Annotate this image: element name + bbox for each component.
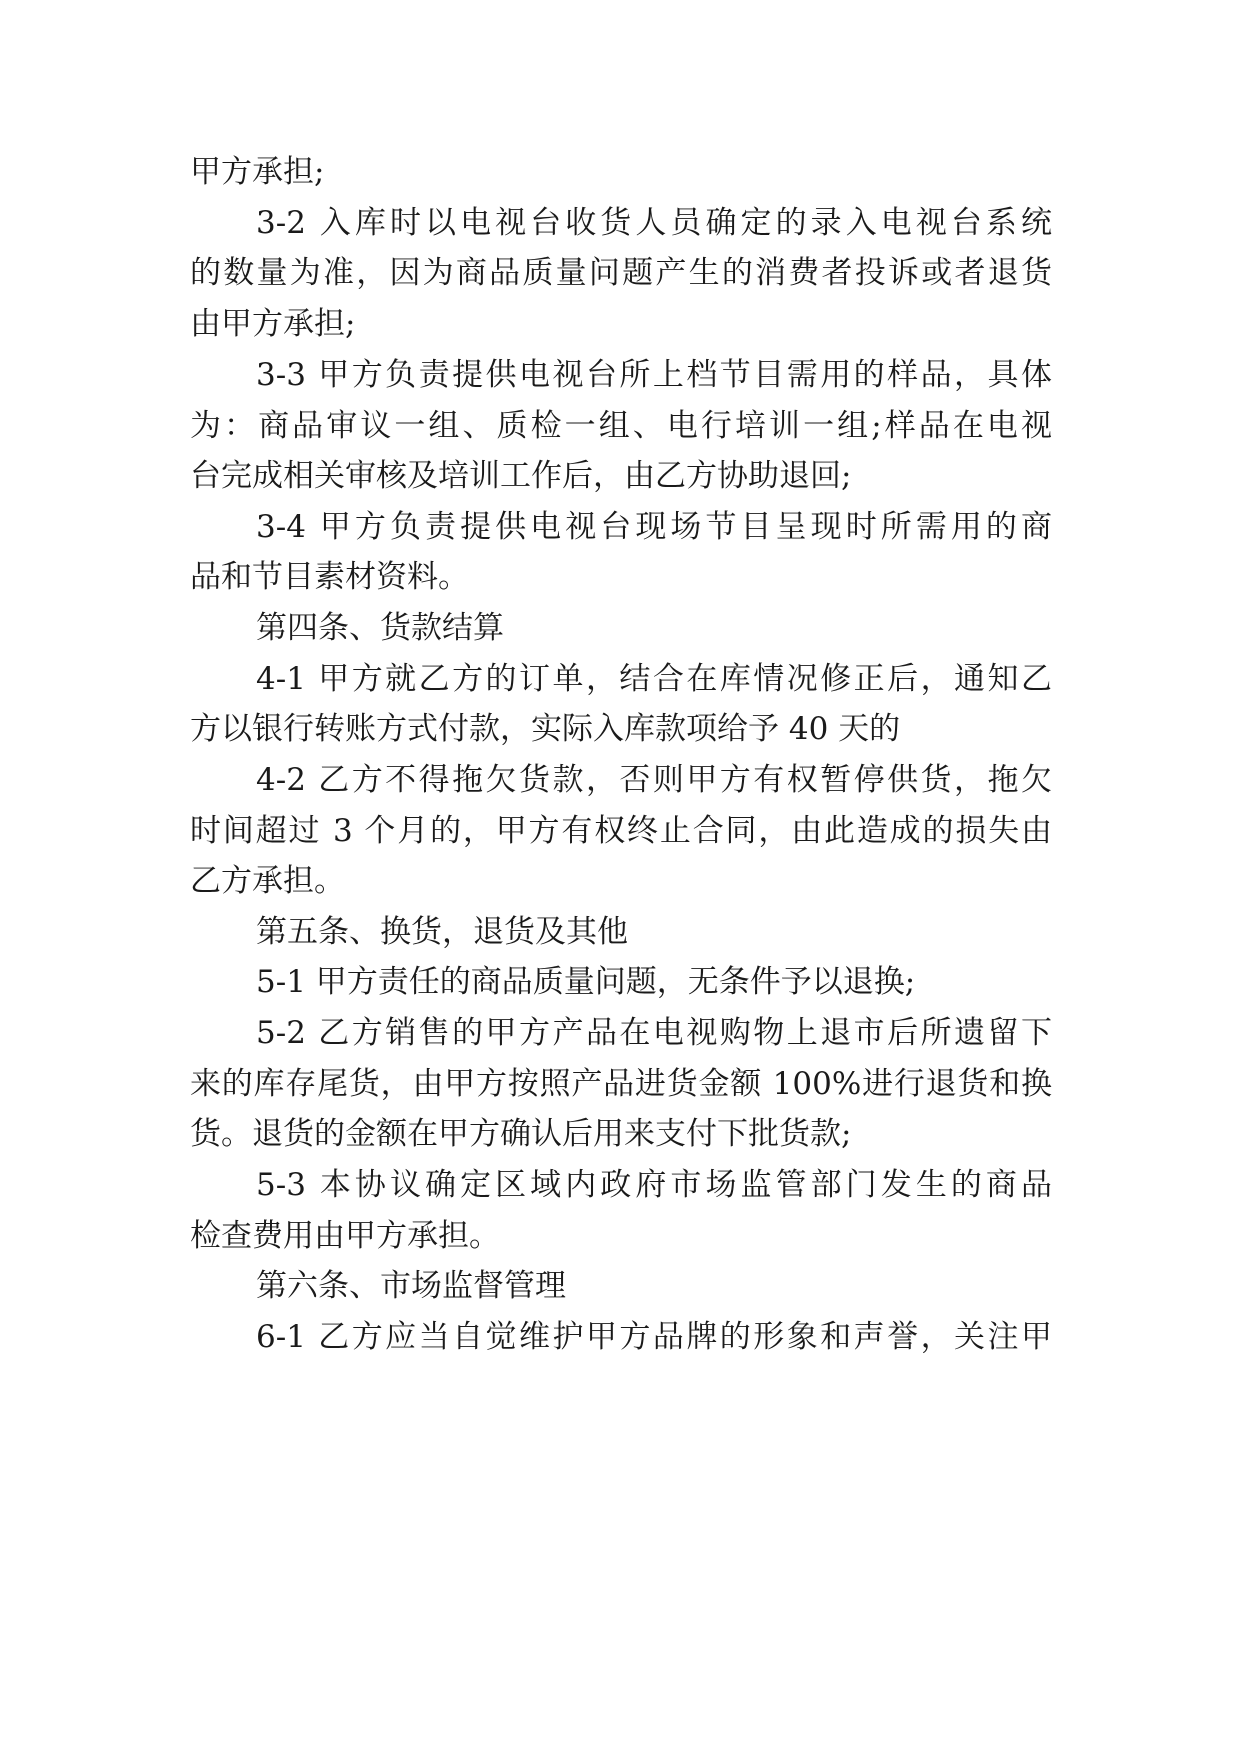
clause-4-1-line: 4-1 甲方就乙方的订单，结合在库情况修正后，通知乙 bbox=[256, 661, 1052, 697]
paragraph-line: 来的库存尾货，由甲方按照产品进货金额 100%进行退货和换 bbox=[190, 1066, 1052, 1102]
clause-4-2-line: 4-2 乙方不得拖欠货款，否则甲方有权暂停供货，拖欠 bbox=[256, 762, 1052, 798]
paragraph-line: 品和节目素材资料。 bbox=[190, 559, 469, 595]
paragraph-line: 方以银行转账方式付款，实际入库款项给予 40 天的 bbox=[190, 711, 901, 747]
section-heading-4: 第四条、货款结算 bbox=[256, 610, 504, 646]
paragraph-line: 为：商品审议一组、质检一组、电行培训一组;样品在电视 bbox=[190, 408, 1052, 444]
clause-5-2-line: 5-2 乙方销售的甲方产品在电视购物上退市后所遗留下 bbox=[256, 1015, 1052, 1051]
paragraph-line: 货。退货的金额在甲方确认后用来支付下批货款; bbox=[190, 1116, 852, 1152]
clause-3-4-line: 3-4 甲方负责提供电视台现场节目呈现时所需用的商 bbox=[256, 509, 1052, 545]
paragraph-line: 台完成相关审核及培训工作后，由乙方协助退回; bbox=[190, 458, 852, 494]
paragraph-line: 甲方承担; bbox=[190, 154, 325, 190]
paragraph-line: 检查费用由甲方承担。 bbox=[190, 1218, 500, 1254]
clause-6-1-line: 6-1 乙方应当自觉维护甲方品牌的形象和声誉，关注甲 bbox=[256, 1319, 1052, 1355]
paragraph-line: 的数量为准，因为商品质量问题产生的消费者投诉或者退货 bbox=[190, 255, 1052, 291]
paragraph-line: 时间超过 3 个月的，甲方有权终止合同，由此造成的损失由 bbox=[190, 813, 1052, 849]
paragraph-line: 乙方承担。 bbox=[190, 863, 345, 899]
paragraph-line: 由甲方承担; bbox=[190, 306, 356, 342]
clause-5-3-line: 5-3 本协议确定区域内政府市场监管部门发生的商品 bbox=[256, 1167, 1052, 1203]
clause-3-3-line: 3-3 甲方负责提供电视台所上档节目需用的样品，具体 bbox=[256, 357, 1052, 393]
clause-5-1-line: 5-1 甲方责任的商品质量问题，无条件予以退换; bbox=[256, 964, 916, 1000]
clause-3-2-line: 3-2 入库时以电视台收货人员确定的录入电视台系统 bbox=[256, 205, 1052, 241]
section-heading-5: 第五条、换货，退货及其他 bbox=[256, 914, 628, 950]
section-heading-6: 第六条、市场监督管理 bbox=[256, 1268, 566, 1304]
